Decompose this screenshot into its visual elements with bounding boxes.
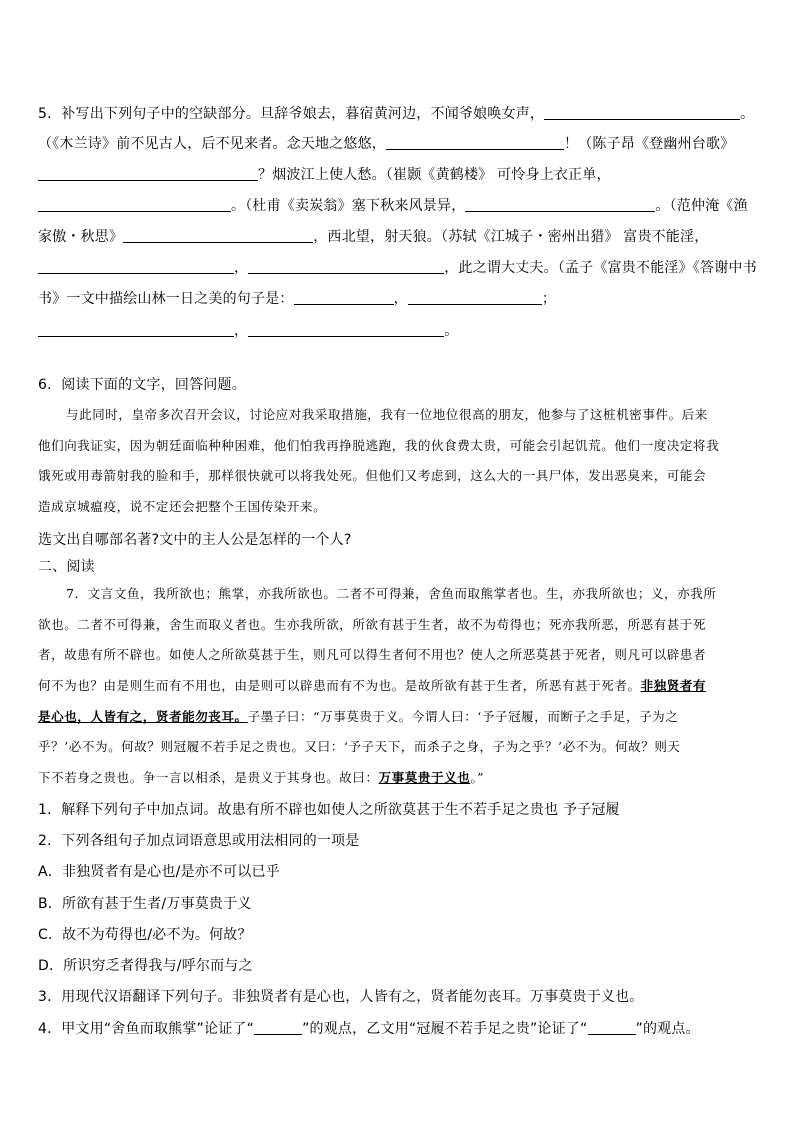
q6-passage-line: 饿死或用毒箭射我的脸和手，那样很快就可以将我处死。但他们又考虑到，这么大的一具尸体，发出恶臭来，可能会 — [38, 468, 707, 483]
q6-question: 选文出自哪部名著?文中的主人公是怎样的一个人? — [38, 532, 352, 548]
q6-passage-line: 造成京城瘟疫，说不定还会把整个王国传染开来。 — [38, 499, 327, 514]
q6-title: 6．阅读下面的文字，回答问题。 — [38, 377, 246, 393]
answer-blank[interactable] — [588, 1020, 636, 1035]
q5-line-5: 家傲・秋思》 ，西北望，射天狼。（苏轼《江城子・密州出猎》 富贵不能淫， — [38, 229, 709, 245]
answer-blank[interactable] — [544, 105, 740, 120]
underlined-phrase: 是心也，人皆有之，贤者能勿丧耳。 — [38, 709, 248, 724]
answer-blank[interactable] — [248, 259, 444, 274]
answer-blank[interactable] — [465, 197, 655, 212]
answer-blank[interactable] — [408, 290, 542, 305]
q5-line-8: ， 。 — [38, 321, 758, 341]
q6-passage-line: 他们向我证实，因为朝廷面临种种困难，他们怕我再挣脱逃跑，我的伙食费太贵，可能会引起饥荒。他们一度决定将我 — [38, 438, 720, 453]
q6-passage-line: 与此同时，皇帝多次召开会议，讨论应对我采取措施，我有一位地位很高的朋友，他参与了这桩机密事件。后来 — [66, 407, 708, 422]
section-title: 二、阅读 — [38, 559, 95, 575]
underlined-phrase: 非独贤者有 — [640, 678, 707, 693]
answer-blank[interactable] — [248, 322, 444, 337]
answer-blank[interactable] — [38, 166, 258, 181]
q7-passage-line: 何不为也？由是则生而有不用也，由是则可以辟患而有不为也。是故所欲有甚于生者，所恶有甚于死者。非独贤者有 — [38, 678, 707, 693]
q7-subquestion-2: 2．下列各组句子加点词语意思或用法相同的一项是 — [38, 833, 360, 849]
answer-blank[interactable] — [123, 228, 313, 243]
q5-line-7: 书》一文中描绘山林一日之美的句子是： ， ； — [38, 291, 557, 307]
q5-line-4: 。（杜甫《卖炭翁》塞下秋来风景异， 。（范仲淹《渔 — [38, 196, 758, 216]
answer-blank[interactable] — [38, 259, 234, 274]
q7-passage-line: 7．文言文鱼，我所欲也；熊掌，亦我所欲也。二者不可得兼，舍鱼而取熊掌者也。生，亦我所欲也；义，亦我所 — [66, 586, 717, 601]
q7-passage-line: 欲也。二者不可得兼，舍生而取义者也。生亦我所欲，所欲有甚于生者，故不为苟得也；死亦我所恶，所恶有甚于死 — [38, 617, 707, 632]
option-c[interactable]: C．故不为苟得也/必不为。何故？ — [38, 927, 252, 943]
q7-subquestion-3: 3．用现代汉语翻译下列句子。非独贤者有是心也，人皆有之，贤者能勿丧耳。万事莫贵于义也。 — [38, 989, 644, 1005]
option-d[interactable]: D．所识穷乏者得我与/呼尔而与之 — [38, 958, 253, 974]
answer-blank[interactable] — [386, 135, 564, 150]
q7-subquestion-1: 1．解释下列句子中加点词。故患有所不辟也如使人之所欲莫甚于生不若手足之贵也 予子冠履 — [38, 802, 620, 818]
q5-line-3: ？烟波江上使人愁。（崔颢《黄鹤楼》 可怜身上衣正单， — [38, 165, 758, 185]
answer-blank[interactable] — [294, 290, 394, 305]
answer-blank[interactable] — [254, 1020, 302, 1035]
q5-line-2: （《木兰诗》前不见古人，后不见来者。念天地之悠悠， ！（陈子昂《登幽州台歌》 — [38, 136, 735, 152]
answer-blank[interactable] — [38, 197, 231, 212]
option-a[interactable]: A．非独贤者有是心也/是亦不可以已乎 — [38, 864, 280, 880]
q5-line-1: 5．补写出下列句子中的空缺部分。旦辞爷娘去，暮宿黄河边，不闻爷娘唤女声， 。 — [38, 106, 755, 122]
q7-passage-line: 下不若身之贵也。争一言以相杀，是贵义于其身也。故曰：万事莫贵于义也。” — [38, 770, 485, 785]
q7-passage-line: 者，故患有所不辟也。如使人之所欲莫甚于生，则凡可以得生者何不用也？使人之所恶莫甚于死者，则凡可以辟患者 — [38, 647, 707, 662]
q7-passage-line: 是心也，人皆有之，贤者能勿丧耳。子墨子曰：“万事莫贵于义。今谓人曰：‘予子冠履，而断子之手足，子为之 — [38, 709, 679, 724]
answer-blank[interactable] — [38, 322, 234, 337]
q5-line-6: ， ，此之谓大丈夫。（孟子《富贵不能淫》《答谢中书 — [38, 258, 758, 278]
q7-passage-line: 乎？’必不为。何故？则冠履不若手足之贵也。又曰：‘予子天下，而杀子之身，子为之乎？’必不为。何故？则天 — [38, 739, 681, 754]
q7-subquestion-4: 4．甲文用“舍鱼而取熊掌”论证了“ ”的观点，乙文用“冠履不若手足之贵”论证了“ ”的观点。 — [38, 1021, 700, 1037]
underlined-phrase: 万事莫贵于义也 — [378, 770, 471, 785]
option-b[interactable]: B．所欲有甚于生者/万事莫贵于义 — [38, 896, 252, 912]
